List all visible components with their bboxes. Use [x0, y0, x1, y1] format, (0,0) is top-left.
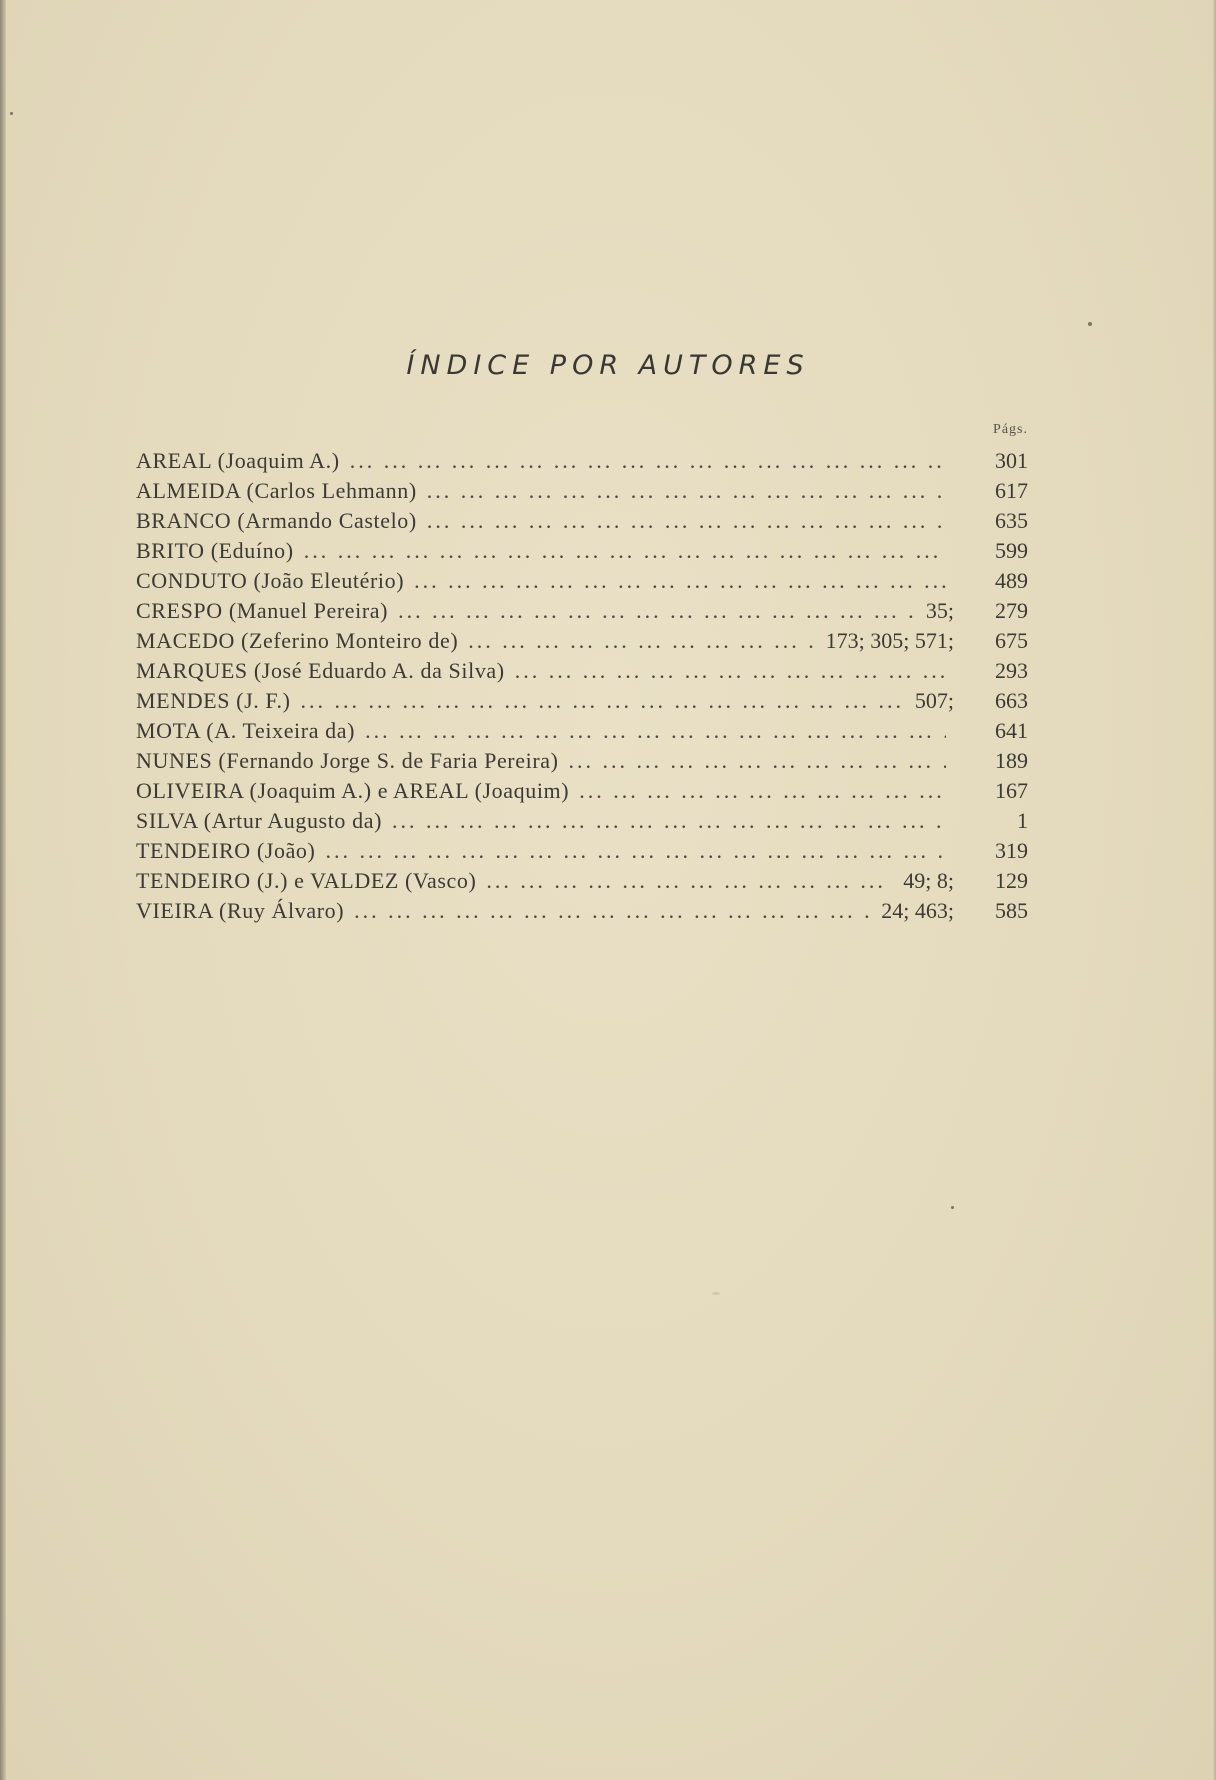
index-entry [136, 866, 1028, 896]
dot-leader [427, 506, 946, 536]
dot-leader [579, 776, 946, 806]
author-index-list [136, 446, 1028, 926]
author-name: MENDES (J. F.) [136, 688, 291, 713]
index-entry [136, 746, 1028, 776]
author-name: OLIVEIRA (Joaquim A.) e AREAL (Joaquim) [136, 778, 570, 803]
page-number: 293 [995, 658, 1028, 683]
author-name: TENDEIRO (João) [136, 838, 316, 863]
dot-leader [398, 596, 918, 626]
author-name: MOTA (A. Teixeira da) [136, 718, 356, 743]
author-name: AREAL (Joaquim A.) [136, 448, 340, 473]
paper-speck [712, 1292, 720, 1295]
index-entry [136, 806, 1028, 836]
page-number: 585 [995, 898, 1028, 923]
additional-pages: 173; 305; 571; [825, 628, 954, 653]
author-name: MARQUES (José Eduardo A. da Silva) [136, 658, 505, 683]
index-entry [136, 896, 1028, 926]
page-left-edge [0, 0, 6, 1780]
index-entry [136, 626, 1028, 656]
page-number: 189 [995, 748, 1028, 773]
index-entry [136, 686, 1028, 716]
dot-leader [515, 656, 946, 686]
dot-leader [414, 566, 946, 596]
index-entry [136, 656, 1028, 686]
author-name: MACEDO (Zeferino Monteiro de) [136, 628, 459, 653]
dot-leader [325, 836, 946, 866]
author-name: CRESPO (Manuel Pereira) [136, 598, 389, 623]
author-name: SILVA (Artur Augusto da) [136, 808, 383, 833]
author-name: VIEIRA (Ruy Álvaro) [136, 898, 345, 923]
page-number: 279 [995, 598, 1028, 623]
index-entry [136, 476, 1028, 506]
page-number: 1 [1017, 808, 1028, 833]
index-entry [136, 836, 1028, 866]
page-right-edge [1212, 0, 1216, 1780]
additional-pages: 24; 463; [881, 898, 954, 923]
page-number: 167 [995, 778, 1028, 803]
paper-speck [1088, 322, 1092, 326]
author-name: NUNES (Fernando Jorge S. de Faria Pereira) [136, 748, 559, 773]
dot-leader [304, 536, 946, 566]
dot-leader [354, 896, 873, 926]
author-name: TENDEIRO (J.) e VALDEZ (Vasco) [136, 868, 477, 893]
dot-leader [569, 746, 946, 776]
dot-leader [427, 476, 946, 506]
pages-column-label: Págs. [993, 422, 1028, 437]
page-number: 641 [995, 718, 1028, 743]
author-name: CONDUTO (João Eleutério) [136, 568, 405, 593]
page-number: 675 [995, 628, 1028, 653]
index-entry [136, 776, 1028, 806]
dot-leader [301, 686, 907, 716]
page-number: 129 [995, 868, 1028, 893]
dot-leader [350, 446, 946, 476]
dot-leader [365, 716, 946, 746]
index-entry [136, 446, 1028, 476]
page-title: ÍNDICE POR AUTORES [406, 350, 810, 381]
index-entry [136, 596, 1028, 626]
author-name: BRITO (Eduíno) [136, 538, 294, 563]
additional-pages: 507; [914, 688, 954, 713]
author-name: BRANCO (Armando Castelo) [136, 508, 417, 533]
page-number: 617 [995, 478, 1028, 503]
author-name: ALMEIDA (Carlos Lehmann) [136, 478, 417, 503]
page-number: 489 [995, 568, 1028, 593]
index-entry [136, 506, 1028, 536]
additional-pages: 49; 8; [903, 868, 954, 893]
page-number: 599 [995, 538, 1028, 563]
page-number: 319 [995, 838, 1028, 863]
page-number: 301 [995, 448, 1028, 473]
index-entry [136, 536, 1028, 566]
additional-pages: 35; [925, 598, 954, 623]
dot-leader [468, 626, 817, 656]
page-number: 635 [995, 508, 1028, 533]
index-entry [136, 716, 1028, 746]
dot-leader [486, 866, 895, 896]
dot-leader [392, 806, 946, 836]
paper-speck [10, 112, 13, 115]
page-number: 663 [995, 688, 1028, 713]
paper-speck [951, 1206, 954, 1209]
index-entry [136, 566, 1028, 596]
